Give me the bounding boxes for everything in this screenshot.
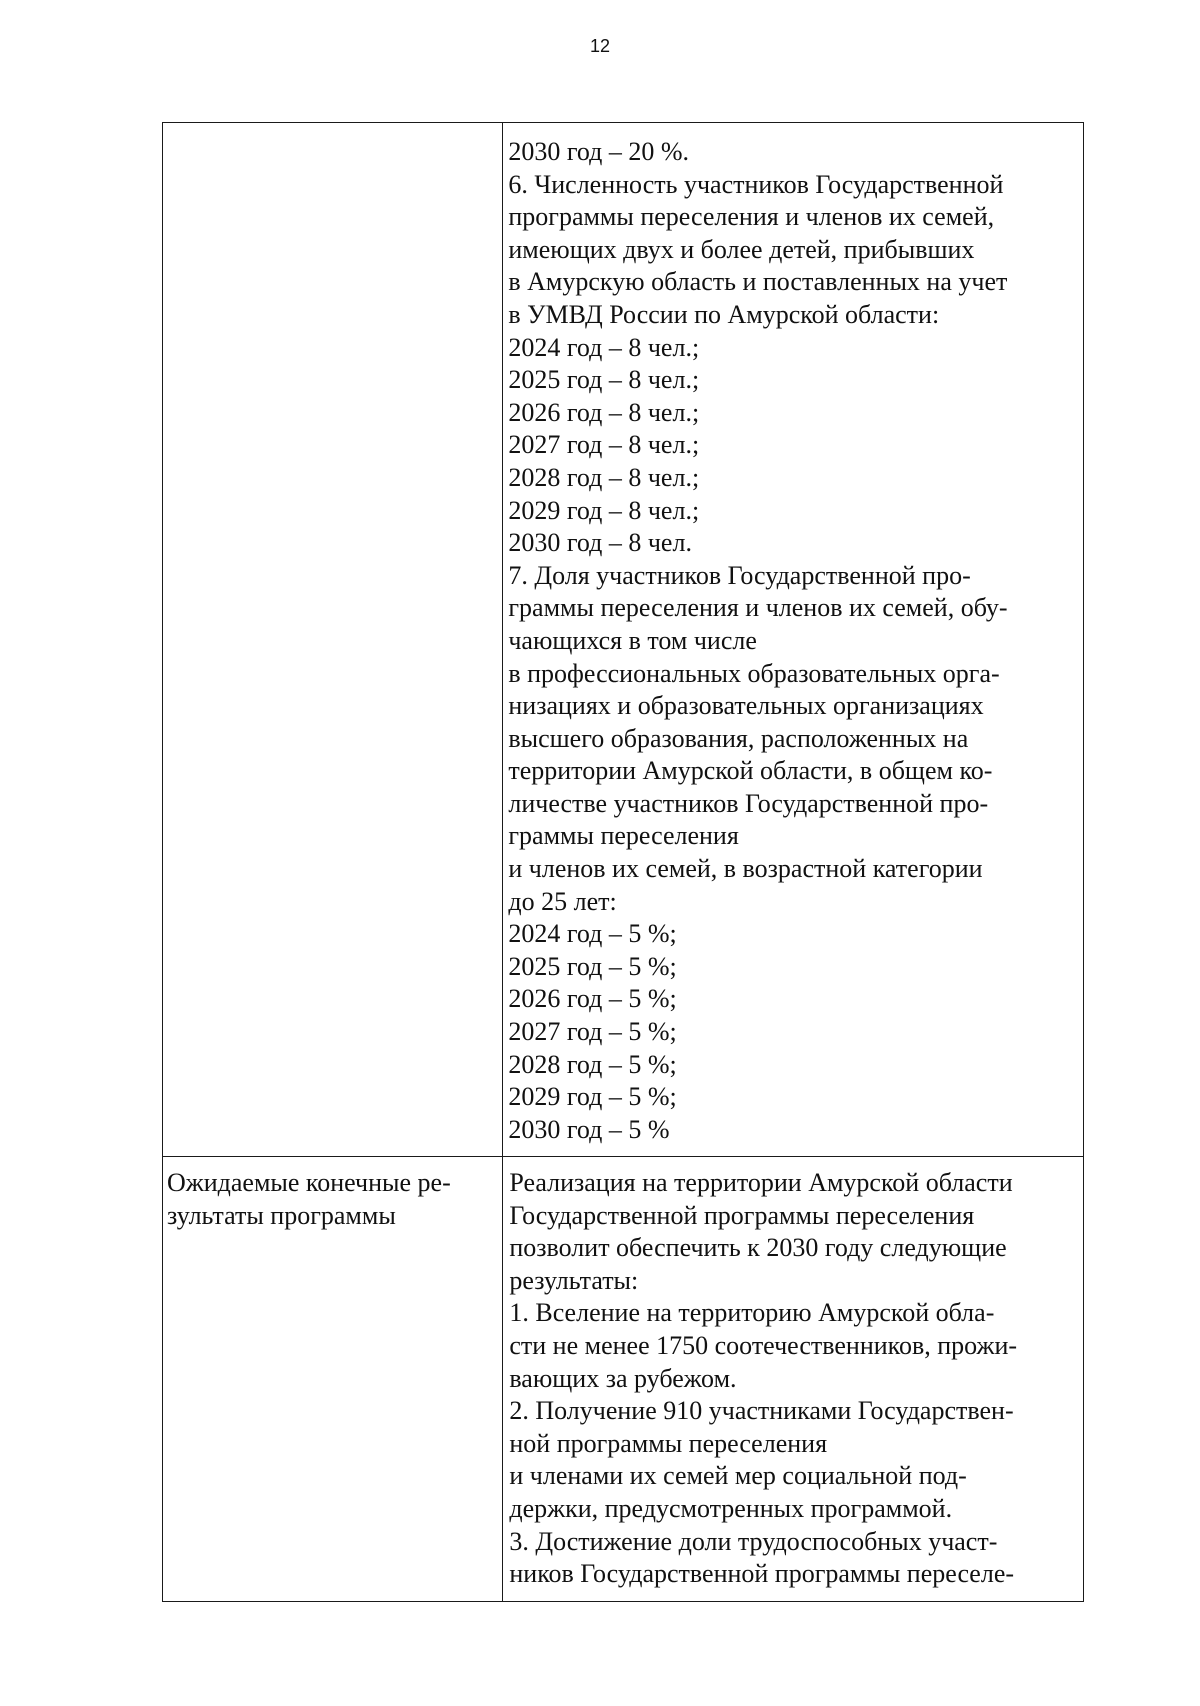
text-line: программы переселения и членов их семей, bbox=[508, 202, 995, 232]
text-line: 2029 год – 5 %; bbox=[508, 1082, 677, 1112]
text-line: 2030 год – 20 %. bbox=[508, 137, 690, 166]
text-line: 2025 год – 8 чел.; bbox=[508, 365, 700, 395]
text-line: 2025 год – 5 %; bbox=[508, 951, 677, 981]
text-line: низациях и образовательных организациях bbox=[508, 691, 984, 721]
text-line: имеющих двух и более детей, прибывших bbox=[508, 234, 975, 264]
text-line: высшего образования, расположенных на bbox=[508, 723, 969, 753]
text-line: 2024 год – 5 %; bbox=[508, 919, 677, 949]
text-line: 2028 год – 5 %; bbox=[508, 1049, 677, 1079]
table-row bbox=[163, 123, 1084, 1157]
text-line: 2026 год – 8 чел.; bbox=[508, 397, 700, 427]
text-line: до 25 лет: bbox=[508, 886, 617, 916]
row1-label-cell bbox=[163, 123, 503, 1157]
text-line: 2030 год – 8 чел. bbox=[508, 528, 692, 558]
text-line: 2026 год – 5 %; bbox=[508, 984, 677, 1014]
text-line: граммы переселения и членов их семей, обу- bbox=[508, 593, 1008, 623]
text-line: и членов их семей, в возрастной категории bbox=[508, 854, 983, 884]
row2-content-cell bbox=[503, 1157, 1084, 1602]
text-line: 2029 год – 8 чел.; bbox=[508, 495, 700, 525]
text-line: 1. Вселение на территорию Амурской обла- bbox=[509, 1298, 995, 1328]
text-line: 6. Численность участников Государственной bbox=[508, 169, 1004, 199]
text-line: и членами их семей мер социальной под- bbox=[509, 1461, 967, 1491]
text-line: в профессиональных образовательных орга- bbox=[508, 658, 1000, 688]
text-line: 7. Доля участников Государственной про- bbox=[508, 560, 971, 590]
text-line: зультаты программы bbox=[167, 1200, 396, 1230]
text-line: 2. Получение 910 участниками Государствен- bbox=[509, 1396, 1014, 1426]
program-table bbox=[162, 122, 1084, 1602]
text-line: в УМВД России по Амурской области: bbox=[508, 299, 940, 329]
text-line: 3. Достижение доли трудоспособных участ- bbox=[509, 1526, 998, 1556]
text-line: чающихся в том числе bbox=[508, 625, 757, 655]
text-line: территории Амурской области, в общем ко- bbox=[508, 756, 993, 786]
text-line: 2028 год – 8 чел.; bbox=[508, 462, 700, 492]
text-line: личестве участников Государственной про- bbox=[508, 788, 989, 818]
text-line: в Амурскую область и поставленных на учет bbox=[508, 267, 1008, 297]
text-line: сти не менее 1750 соотечественников, прожи- bbox=[509, 1330, 1018, 1360]
text-line: позволит обеспечить к 2030 году следующие bbox=[509, 1233, 1007, 1263]
text-line: 2024 год – 8 чел.; bbox=[508, 332, 700, 362]
text-line: 2027 год – 8 чел.; bbox=[508, 430, 700, 460]
text-line: 2030 год – 5 % bbox=[508, 1114, 670, 1144]
text-line: 2027 год – 5 %; bbox=[508, 1017, 677, 1047]
text-line: ников Государственной программы переселе- bbox=[509, 1559, 1015, 1589]
text-line: ной программы переселения bbox=[509, 1428, 828, 1458]
page-number: 12 bbox=[589, 36, 611, 56]
row1-content-cell bbox=[503, 123, 1084, 1157]
row1-content-text bbox=[503, 123, 1083, 1146]
text-line: граммы переселения bbox=[508, 821, 739, 851]
text-line: держки, предусмотренных программой. bbox=[509, 1493, 953, 1523]
text-line: Государственной программы переселения bbox=[509, 1200, 975, 1230]
text-line: результаты: bbox=[509, 1265, 639, 1295]
text-line: вающих за рубежом. bbox=[509, 1363, 737, 1393]
table-row bbox=[163, 1157, 1084, 1602]
row2-label-text bbox=[163, 1157, 502, 1232]
row2-content-text bbox=[503, 1157, 1083, 1591]
text-line: Ожидаемые конечные ре- bbox=[167, 1168, 451, 1197]
row2-label-cell bbox=[163, 1157, 503, 1602]
text-line: Реализация на территории Амурской области bbox=[509, 1168, 1013, 1197]
